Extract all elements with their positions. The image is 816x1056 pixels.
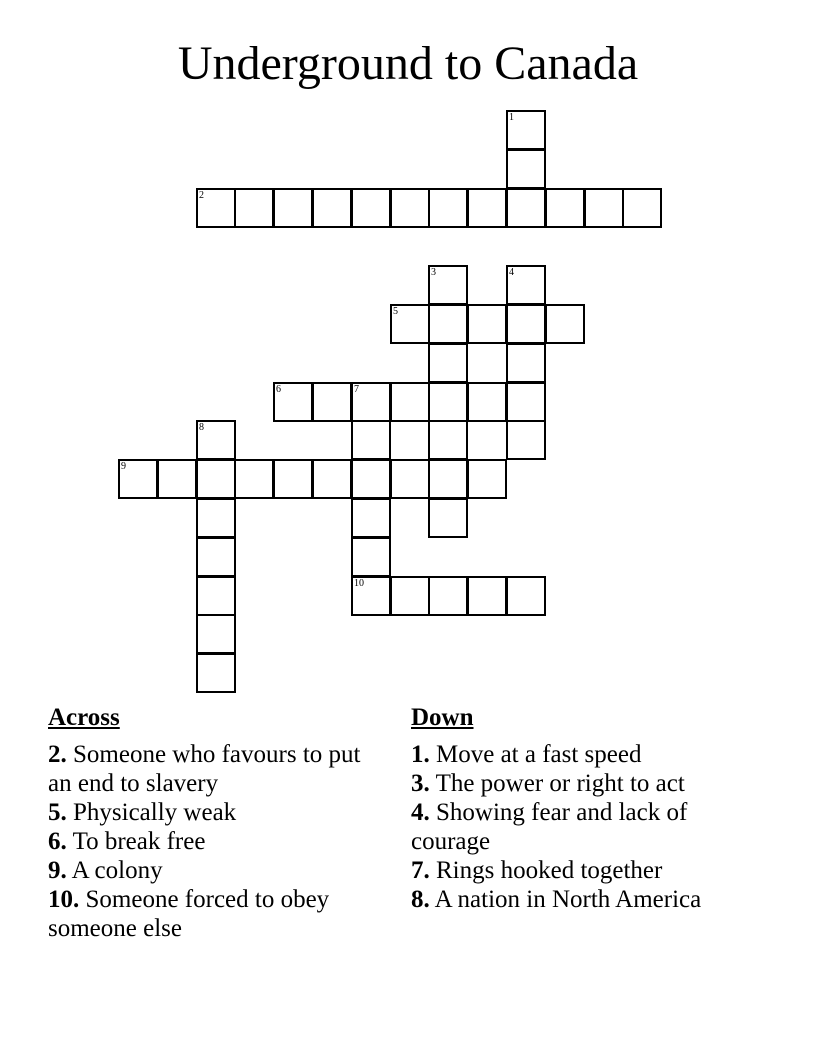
cell-number: 8 [199, 422, 204, 433]
cell-number: 9 [121, 461, 126, 472]
grid-cell[interactable] [351, 459, 391, 499]
grid-cell[interactable] [390, 459, 430, 499]
cell-number: 7 [354, 384, 359, 395]
grid-cell[interactable] [196, 576, 236, 616]
grid-cell[interactable] [506, 149, 546, 189]
grid-cell[interactable] [351, 188, 391, 228]
grid-cell[interactable] [273, 459, 313, 499]
grid-cell[interactable] [506, 343, 546, 383]
grid-cell[interactable] [273, 188, 313, 228]
across-clue: 2. Someone who favours to put an end to slavery [48, 741, 361, 797]
grid-cell[interactable] [545, 188, 585, 228]
grid-cell[interactable] [467, 382, 507, 422]
grid-cell[interactable] [428, 576, 468, 616]
grid-cell[interactable] [506, 265, 546, 305]
grid-cell[interactable] [196, 420, 236, 460]
grid-cell[interactable] [351, 498, 391, 538]
down-clue-list [411, 740, 751, 914]
grid-cell[interactable] [506, 304, 546, 344]
grid-cell[interactable] [467, 188, 507, 228]
grid-cell[interactable] [467, 576, 507, 616]
grid-cell[interactable] [196, 614, 236, 654]
grid-cell[interactable] [312, 188, 352, 228]
grid-cell[interactable] [428, 265, 468, 305]
grid-cell[interactable] [428, 304, 468, 344]
down-clue: 3. The power or right to act [411, 770, 685, 797]
grid-cell[interactable] [196, 537, 236, 577]
grid-cell[interactable] [118, 459, 158, 499]
puzzle-title: Underground to Canada [177, 37, 639, 90]
grid-cell[interactable] [351, 382, 391, 422]
grid-cell[interactable] [428, 343, 468, 383]
grid-cell[interactable] [390, 304, 430, 344]
down-heading: Down [411, 704, 474, 731]
grid-cell[interactable] [584, 188, 624, 228]
across-clues [48, 702, 388, 943]
down-clue: 1. Move at a fast speed [411, 741, 642, 768]
grid-cell[interactable] [622, 188, 662, 228]
grid-cell[interactable] [196, 188, 236, 228]
grid-cell[interactable] [351, 537, 391, 577]
grid-cell[interactable] [506, 382, 546, 422]
grid-cell[interactable] [351, 576, 391, 616]
grid-cell[interactable] [506, 420, 546, 460]
cell-number: 10 [354, 578, 364, 589]
grid-cell[interactable] [196, 498, 236, 538]
grid-cell[interactable] [428, 420, 468, 460]
grid-cell[interactable] [196, 459, 236, 499]
grid-cell[interactable] [196, 653, 236, 693]
down-clue: 7. Rings hooked together [411, 857, 663, 884]
grid-cell[interactable] [390, 188, 430, 228]
grid-cell[interactable] [428, 382, 468, 422]
grid-cell[interactable] [390, 382, 430, 422]
grid-cell[interactable] [506, 110, 546, 150]
grid-cell[interactable] [312, 459, 352, 499]
cell-number: 4 [509, 267, 514, 278]
grid-cell[interactable] [506, 576, 546, 616]
grid-cell[interactable] [157, 459, 197, 499]
grid-cell[interactable] [234, 188, 274, 228]
grid-cell[interactable] [545, 304, 585, 344]
grid-cell[interactable] [506, 188, 546, 228]
cell-number: 6 [276, 384, 281, 395]
across-clue: 5. Physically weak [48, 799, 237, 826]
cell-number: 5 [393, 306, 398, 317]
grid-cell[interactable] [428, 188, 468, 228]
grid-cell[interactable] [234, 459, 274, 499]
grid-cell[interactable] [390, 576, 430, 616]
down-clue: 4. Showing fear and lack of courage [411, 799, 688, 855]
grid-cell[interactable] [428, 498, 468, 538]
grid-cell[interactable] [428, 459, 468, 499]
cell-number: 2 [199, 190, 204, 201]
grid-cell[interactable] [467, 459, 507, 499]
across-clue: 10. Someone forced to obey someone else [48, 886, 330, 942]
across-clue: 9. A colony [48, 857, 163, 884]
down-clue: 8. A nation in North America [411, 886, 702, 913]
cell-number: 1 [509, 112, 514, 123]
grid-cell[interactable] [273, 382, 313, 422]
across-clue-list [48, 740, 388, 943]
grid-cell[interactable] [351, 420, 391, 460]
grid-cell[interactable] [467, 304, 507, 344]
across-clue: 6. To break free [48, 828, 206, 855]
grid-cell[interactable] [312, 382, 352, 422]
down-clues [411, 702, 751, 914]
across-heading: Across [48, 704, 120, 731]
cell-number: 3 [431, 267, 436, 278]
